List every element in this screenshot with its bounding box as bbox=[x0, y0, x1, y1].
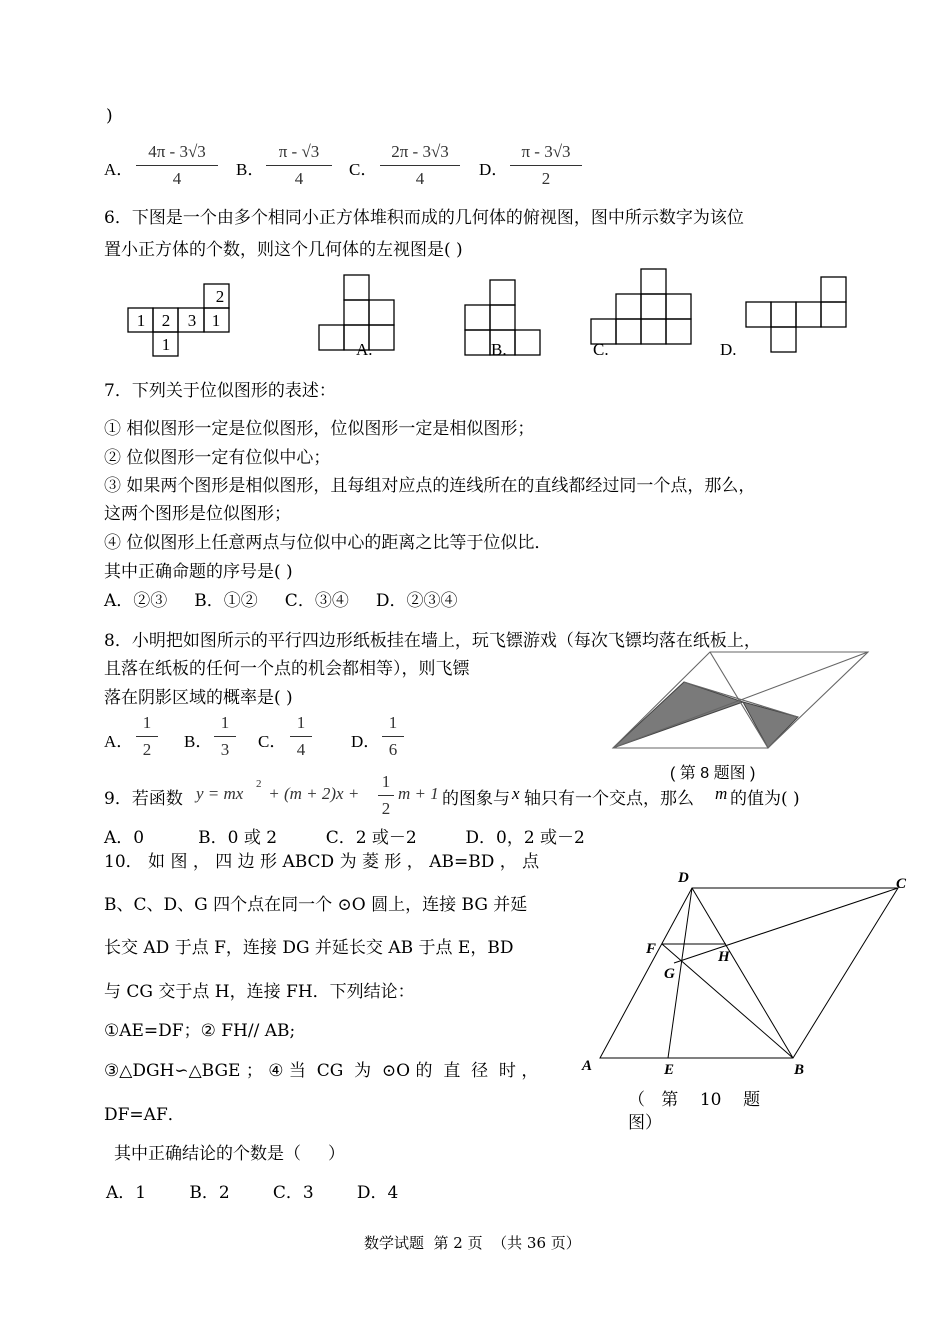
q10-line4: 与 CG 交于点 H，连接 FH．下列结论： bbox=[104, 982, 415, 1002]
q6-top-view-grid bbox=[126, 284, 236, 364]
q7-stem: 7．下列关于位似图形的表述： bbox=[104, 381, 336, 401]
q10-label-h: H bbox=[718, 949, 730, 965]
q8-stem-line3: 落在阴影区域的概率是( ) bbox=[104, 688, 293, 708]
q8-b-numerator: 1 bbox=[220, 713, 230, 732]
q9-half-denominator: 2 bbox=[381, 799, 391, 818]
q5-option-b-fraction bbox=[266, 142, 332, 189]
q5-c-denominator: 4 bbox=[415, 169, 425, 188]
q8-option-c-fraction bbox=[290, 713, 312, 760]
q10-label-f: F bbox=[646, 941, 657, 957]
q8-stem-line1: 8．小明把如图所示的平行四边形纸板挂在墙上，玩飞镖游戏（每次飞镖均落在纸板上， bbox=[104, 631, 761, 651]
q10-label-a: A bbox=[582, 1058, 593, 1074]
q9-prefix: 9．若函数 bbox=[104, 789, 183, 809]
q10-label-e: E bbox=[664, 1062, 675, 1078]
q8-c-denominator: 4 bbox=[296, 740, 306, 759]
q10-label-c: C bbox=[896, 876, 907, 892]
q5-c-numerator: 2π - 3√3 bbox=[391, 142, 449, 161]
q5-option-c-fraction bbox=[380, 142, 460, 189]
q6-stem-line1: 6．下图是一个由多个相同小正方体堆积而成的几何体的俯视图，图中所示数字为该位 bbox=[104, 208, 744, 228]
q6-option-b-label[interactable]: B. bbox=[491, 340, 507, 359]
q9-var-x: x bbox=[512, 784, 520, 803]
q9-text-mid: 的图象与 bbox=[442, 789, 510, 809]
q10-label-d: D bbox=[678, 870, 689, 886]
grid-num-4: 1 bbox=[211, 311, 221, 330]
q9-text-mid2: 轴只有一个交点，那么 bbox=[524, 789, 694, 809]
q9-formula-part-a: y = mx bbox=[196, 784, 244, 803]
q5-b-denominator: 4 bbox=[294, 169, 304, 188]
q10-line6: ③△DGH∽△BGE ； ④ 当 CG 为 ⊙O 的 直 径 时 ， bbox=[104, 1061, 539, 1081]
q6-option-c-label[interactable]: C. bbox=[593, 340, 609, 359]
q9-formula-exponent: 2 bbox=[256, 778, 262, 790]
q10-options: A．1 B．2 C．3 D．4 bbox=[106, 1183, 399, 1203]
q6-option-d-figure bbox=[744, 276, 854, 356]
q10-label-g: G bbox=[664, 966, 675, 982]
q8-d-numerator: 1 bbox=[388, 713, 398, 732]
grid-num-2: 2 bbox=[161, 311, 171, 330]
q5-option-a-label: A． bbox=[104, 160, 134, 179]
q8-c-numerator: 1 bbox=[296, 713, 306, 732]
q9-var-m: m bbox=[715, 784, 728, 803]
grid-num-top: 2 bbox=[215, 287, 225, 306]
q10-line5: ①AE=DF；② FH// AB; bbox=[104, 1021, 296, 1041]
grid-num-1: 1 bbox=[136, 311, 146, 330]
q5-option-d-label: D． bbox=[479, 160, 509, 179]
page-footer: 数学试题 第 2 页 （共 36 页） bbox=[364, 1234, 581, 1252]
q7-options: A．②③ B．①② C．③④ D．②③④ bbox=[104, 591, 458, 611]
q10-line3: 长交 AD 于点 F，连接 DG 并延长交 AB 于点 E，BD bbox=[104, 938, 514, 958]
q8-b-denominator: 3 bbox=[220, 740, 230, 759]
q10-caption-line2: 图） bbox=[628, 1113, 662, 1133]
q8-figure-caption: ( 第 8 题图 ) bbox=[670, 765, 756, 782]
q7-statement-2: ② 位似图形一定有位似中心； bbox=[104, 448, 331, 468]
q8-option-d-fraction bbox=[382, 713, 404, 760]
q9-formula-part-b: + (m + 2)x + bbox=[264, 784, 364, 803]
q6-stem-line2: 置小正方体的个数，则这个几何体的左视图是( ) bbox=[104, 240, 463, 260]
q8-option-a-label: A． bbox=[104, 732, 134, 751]
q10-line7: DF=AF． bbox=[104, 1105, 185, 1125]
q9-options: A．0 B．0 或 2 C．2 或－2 D．0，2 或－2 bbox=[104, 828, 585, 848]
q9-formula-part-c: m + 1 bbox=[398, 784, 439, 803]
q8-shaded-region-left bbox=[613, 682, 743, 748]
q10-label-b: B bbox=[794, 1062, 805, 1078]
q8-option-a-fraction bbox=[136, 713, 158, 760]
q8-a-denominator: 2 bbox=[142, 740, 152, 759]
q8-option-b-fraction bbox=[214, 713, 236, 760]
q5-a-denominator: 4 bbox=[172, 169, 182, 188]
q5-option-b-label: B． bbox=[236, 160, 265, 179]
q5-d-denominator: 2 bbox=[541, 169, 551, 188]
q7-statement-1: ① 相似图形一定是位似图形，位似图形一定是相似图形； bbox=[104, 419, 535, 439]
grid-num-bottom: 1 bbox=[161, 335, 171, 354]
q8-stem-line2: 且落在纸板的任何一个点的机会都相等），则飞镖 bbox=[104, 659, 470, 679]
q5-option-c-label: C． bbox=[349, 160, 378, 179]
q7-statement-3b: 这两个图形是位似图形； bbox=[104, 504, 291, 524]
q8-d-denominator: 6 bbox=[388, 740, 398, 759]
q7-statement-3a: ③ 如果两个图形是相似图形，且每组对应点的连线所在的直线都经过同一个点，那么， bbox=[104, 476, 756, 496]
q10-question: 其中正确结论的个数是（ ） bbox=[114, 1144, 346, 1164]
q5-d-numerator: π - 3√3 bbox=[521, 142, 571, 161]
q10-rhombus-figure bbox=[580, 868, 920, 1088]
q10-line1: 10． 如 图 ， 四 边 形 ABCD 为 菱 形 ， AB=BD ， 点 bbox=[104, 852, 540, 872]
q9-suffix: 的值为( ) bbox=[730, 789, 800, 809]
q9-half-numerator: 1 bbox=[381, 772, 391, 791]
q8-parallelogram-figure bbox=[610, 648, 872, 754]
q5-b-numerator: π - √3 bbox=[278, 142, 320, 161]
q6-option-a-label[interactable]: A. bbox=[356, 340, 373, 359]
q5-a-numerator: 4π - 3√3 bbox=[148, 142, 206, 161]
q10-line2: B、C、D、G 四个点在同一个 ⊙O 圆上，连接 BG 并延 bbox=[104, 895, 528, 915]
q8-option-c-label: C． bbox=[258, 732, 287, 751]
q5-option-d-fraction bbox=[510, 142, 582, 189]
q7-statement-4: ④ 位似图形上任意两点与位似中心的距离之比等于位似比． bbox=[104, 533, 552, 553]
q8-a-numerator: 1 bbox=[142, 713, 152, 732]
q6-option-c-figure bbox=[589, 268, 699, 348]
q5-option-a-fraction bbox=[136, 142, 218, 189]
q9-half-fraction bbox=[378, 772, 394, 819]
q10-caption-line1: （ 第 10 题 bbox=[628, 1090, 761, 1110]
q8-option-b-label: B． bbox=[184, 732, 213, 751]
q7-question: 其中正确命题的序号是( ) bbox=[104, 562, 293, 582]
q6-option-d-label[interactable]: D. bbox=[720, 340, 737, 359]
q8-option-d-label: D． bbox=[351, 732, 381, 751]
grid-num-3: 3 bbox=[187, 311, 197, 330]
continuation-paren: ) bbox=[106, 106, 113, 126]
